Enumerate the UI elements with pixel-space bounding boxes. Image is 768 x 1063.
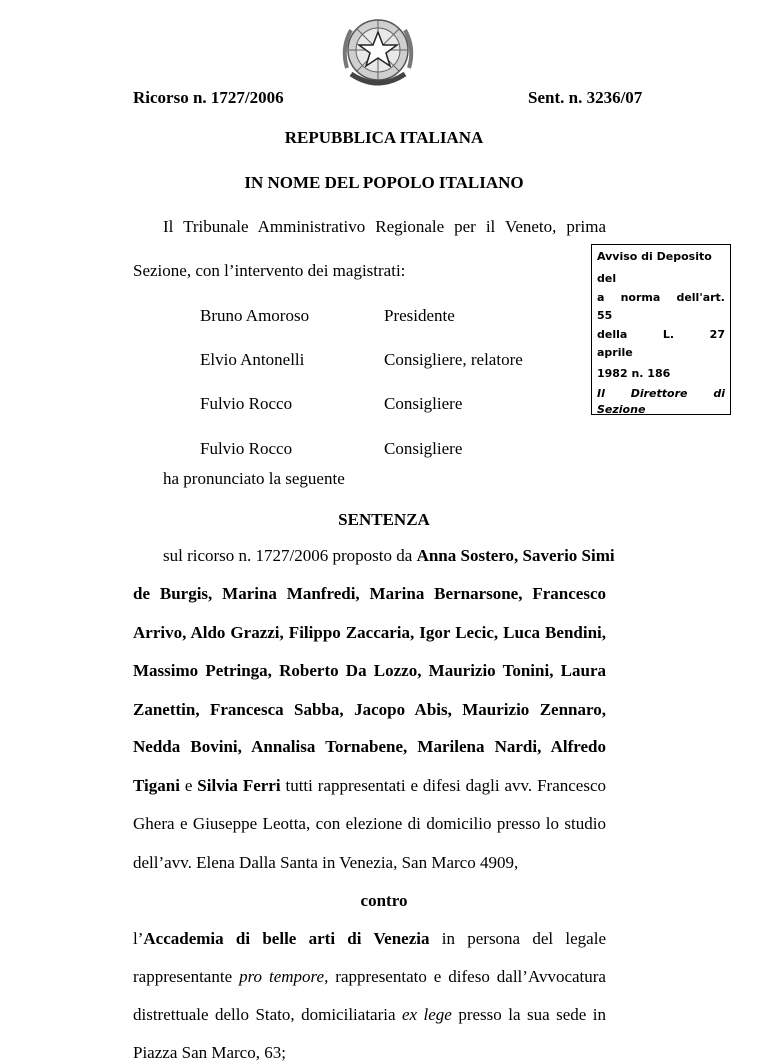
notice-line: Avviso di Deposito [597,250,712,263]
judge-name: Fulvio Rocco [200,439,293,458]
sentenza-number: Sent. n. 3236/07 [528,88,643,107]
respondent-line: Piazza San Marco, 63; [133,1043,286,1062]
respondent-line: l’Accademia di belle arti di Venezia in persona del legale [133,929,606,948]
ricorso-number: Ricorso n. 1727/2006 [133,88,284,107]
body-line: Ghera e Giuseppe Leotta, con elezione di domicilio presso lo studio [133,814,606,833]
judge-role: Consigliere [384,394,463,413]
in-name-heading: IN NOME DEL POPOLO ITALIANO [244,173,524,192]
notice-box [591,244,731,415]
notice-line: del [597,272,617,285]
emblem-italian-republic [333,8,423,98]
notice-line: Il Direttore di [597,387,725,400]
notice-line: della L. 27 [597,328,725,341]
notice-line: 1982 n. 186 [597,367,671,380]
contro-heading: contro [360,891,408,910]
notice-line: Sezione [597,403,646,416]
body-line: Nedda Bovini, Annalisa Tornabene, Marilena Nardi, Alfredo [133,737,606,756]
notice-line: aprile [597,346,633,359]
body-line: Massimo Petringa, Roberto Da Lozzo, Maurizio Tonini, Laura [133,661,606,680]
body-line: de Burgis, Marina Manfredi, Marina Bernarsone, Francesco [133,584,606,603]
intro-line-2: Sezione, con l’intervento dei magistrati: [133,261,406,280]
pronounced-line: ha pronunciato la seguente [163,469,345,488]
body-line: Zanettin, Francesca Sabba, Jacopo Abis, Maurizio Zennaro, [133,700,606,719]
sentenza-heading: SENTENZA [338,510,430,529]
judge-name: Elvio Antonelli [200,350,305,369]
notice-line: 55 [597,309,613,322]
intro-line-1: Il Tribunale Amministrativo Regionale per il Veneto, prima [163,217,607,236]
body-line: Arrivo, Aldo Grazzi, Filippo Zaccaria, Igor Lecic, Luca Bendini, [133,623,606,642]
judge-role: Presidente [384,306,455,325]
body-line: Tigani e Silvia Ferri tutti rappresentati e difesi dagli avv. Francesco [133,776,607,795]
body-line: sul ricorso n. 1727/2006 proposto da Anna Sostero, Saverio Simi [163,546,615,565]
notice-line: a norma dell'art. [597,291,725,304]
republic-heading: REPUBBLICA ITALIANA [284,128,484,147]
respondent-line: rappresentante pro tempore, rappresentato e difeso dall’Avvocatura [133,967,606,986]
judge-role: Consigliere, relatore [384,350,523,369]
respondent-line: distrettuale dello Stato, domiciliataria ex lege presso la sua sede in [133,1005,606,1024]
body-line: dell’avv. Elena Dalla Santa in Venezia, San Marco 4909, [133,853,519,872]
judge-role: Consigliere [384,439,463,458]
judge-name: Bruno Amoroso [200,306,310,325]
judge-name: Fulvio Rocco [200,394,293,413]
